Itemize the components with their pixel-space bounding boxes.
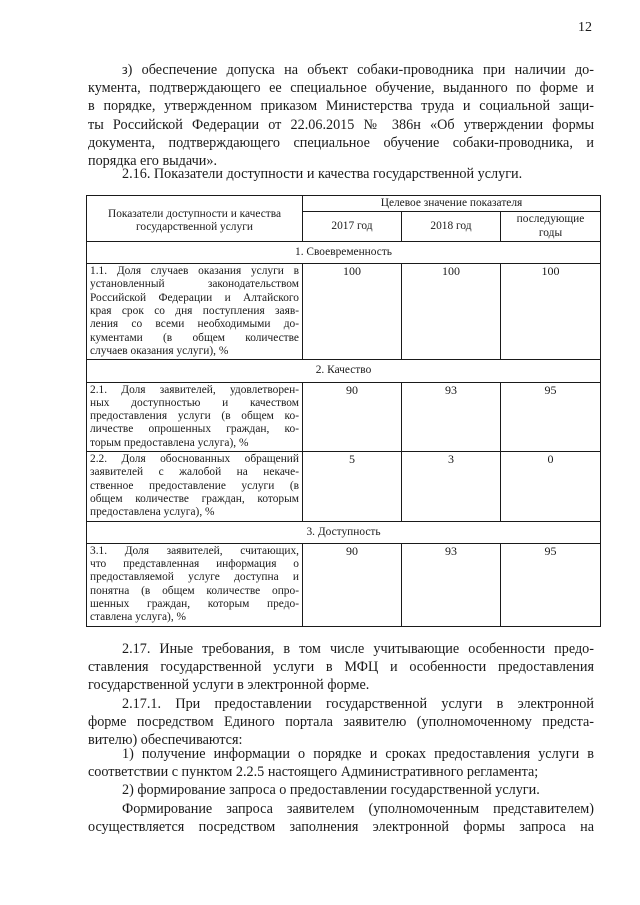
- text-line: кумента, подтверждающего ее специальное обучение, выданного по форме и: [88, 80, 594, 97]
- text-line: порядка его выдачи».: [88, 153, 217, 170]
- text-line: 2.17.1. При предоставлении государственной услуги в электронной: [122, 696, 594, 712]
- indicator-description: 3.1. Доля заявителей, считающих, что представленная информация о предоставляемой услуге доступна и понятна (в общем количестве опро- шенных граждан, которым предо- ставлена услуга), %: [87, 543, 303, 626]
- section-row: [87, 521, 601, 543]
- value-following: 95: [501, 382, 601, 451]
- header-year-2017: 2017 год: [303, 212, 402, 242]
- value-following: 100: [501, 264, 601, 360]
- text-line: осуществляется посредством заполнения электронной формы запроса на: [88, 819, 594, 836]
- indicator-description: 1.1. Доля случаев оказания услуги в установленный законодательством Российской Федерации и Алтайского края срок со дня поступления заяв- ления со всеми необходимыми до- кументами (в общем количестве случаев оказания услуги), %: [87, 264, 303, 360]
- table-row: [87, 452, 601, 521]
- indicator-description: 2.1. Доля заявителей, удовлетворен- ных доступностью и качеством предоставления услуги (в общем ко- личестве опрошенных граждан, ко- торым предоставлена услуга), %: [87, 382, 303, 451]
- value-2017: 100: [303, 264, 402, 360]
- value-2017: 90: [303, 382, 402, 451]
- text-line: 1) получение информации о порядке и сроках предоставления услуги в: [122, 746, 594, 762]
- intro-paragraph: [88, 61, 594, 170]
- text-line: 2.17. Иные требования, в том числе учитывающие особенности предо-: [122, 641, 594, 657]
- text-line: Формирование запроса заявителем (уполномоченным представителем): [122, 801, 594, 817]
- value-2018: 93: [402, 543, 501, 626]
- header-indicator: Показатели доступности и качества государственной услуги: [87, 196, 303, 242]
- text-line: государственной услуги в электронной форме.: [88, 677, 370, 694]
- value-2018: 100: [402, 264, 501, 360]
- section-title: 3. Доступность: [87, 521, 601, 543]
- text-line: ставления государственной услуги в МФЦ и особенности предоставления: [88, 659, 594, 676]
- text-line: вителю) обеспечиваются:: [88, 732, 243, 749]
- text-line: документа, подтверждающего специальное обучение собаки-проводника, и: [88, 134, 594, 151]
- header-target-value: Целевое значение показателя: [303, 196, 601, 212]
- request-formation-paragraph: [88, 800, 594, 836]
- table-row: [87, 543, 601, 626]
- value-2018: 3: [402, 452, 501, 521]
- list-item-2: 2) формирование запроса о предоставлении государственной услуги.: [122, 782, 540, 798]
- text-line: в порядке, утвержденном приказом Министерства труда и социальной защи-: [88, 98, 594, 115]
- section-2-17-1-paragraph: [88, 695, 594, 750]
- text-line: соответствии с пунктом 2.2.5 настоящего Административного регламента;: [88, 764, 539, 781]
- section-2-17-paragraph: [88, 640, 594, 695]
- value-2018: 93: [402, 382, 501, 451]
- section-row: [87, 360, 601, 382]
- value-following: 0: [501, 452, 601, 521]
- page-number: 12: [578, 20, 592, 35]
- header-year-2018: 2018 год: [402, 212, 501, 242]
- section-2-16-heading: 2.16. Показатели доступности и качества государственной услуги.: [122, 166, 523, 182]
- table-row: [87, 264, 601, 360]
- indicator-description: 2.2. Доля обоснованных обращений заявителей с жалобой на некаче- ственное предоставление услуги (в общем количестве граждан, которым предоставлена услуга), %: [87, 452, 303, 521]
- value-2017: 5: [303, 452, 402, 521]
- indicators-table: [86, 195, 601, 627]
- table-header-row: [87, 196, 601, 212]
- header-year-following: последующие годы: [501, 212, 601, 242]
- value-2017: 90: [303, 543, 402, 626]
- section-title: 1. Своевременность: [87, 241, 601, 263]
- section-title: 2. Качество: [87, 360, 601, 382]
- text-line: форме посредством Единого портала заявителю (уполномоченному предста-: [88, 714, 594, 731]
- table-row: [87, 382, 601, 451]
- section-row: [87, 241, 601, 263]
- text-line: з) обеспечение допуска на объект собаки-проводника при наличии до-: [122, 62, 594, 78]
- text-line: ты Российской Федерации от 22.06.2015 № 386н «Об утверждении формы: [88, 116, 594, 133]
- value-following: 95: [501, 543, 601, 626]
- list-item-1: [88, 745, 594, 781]
